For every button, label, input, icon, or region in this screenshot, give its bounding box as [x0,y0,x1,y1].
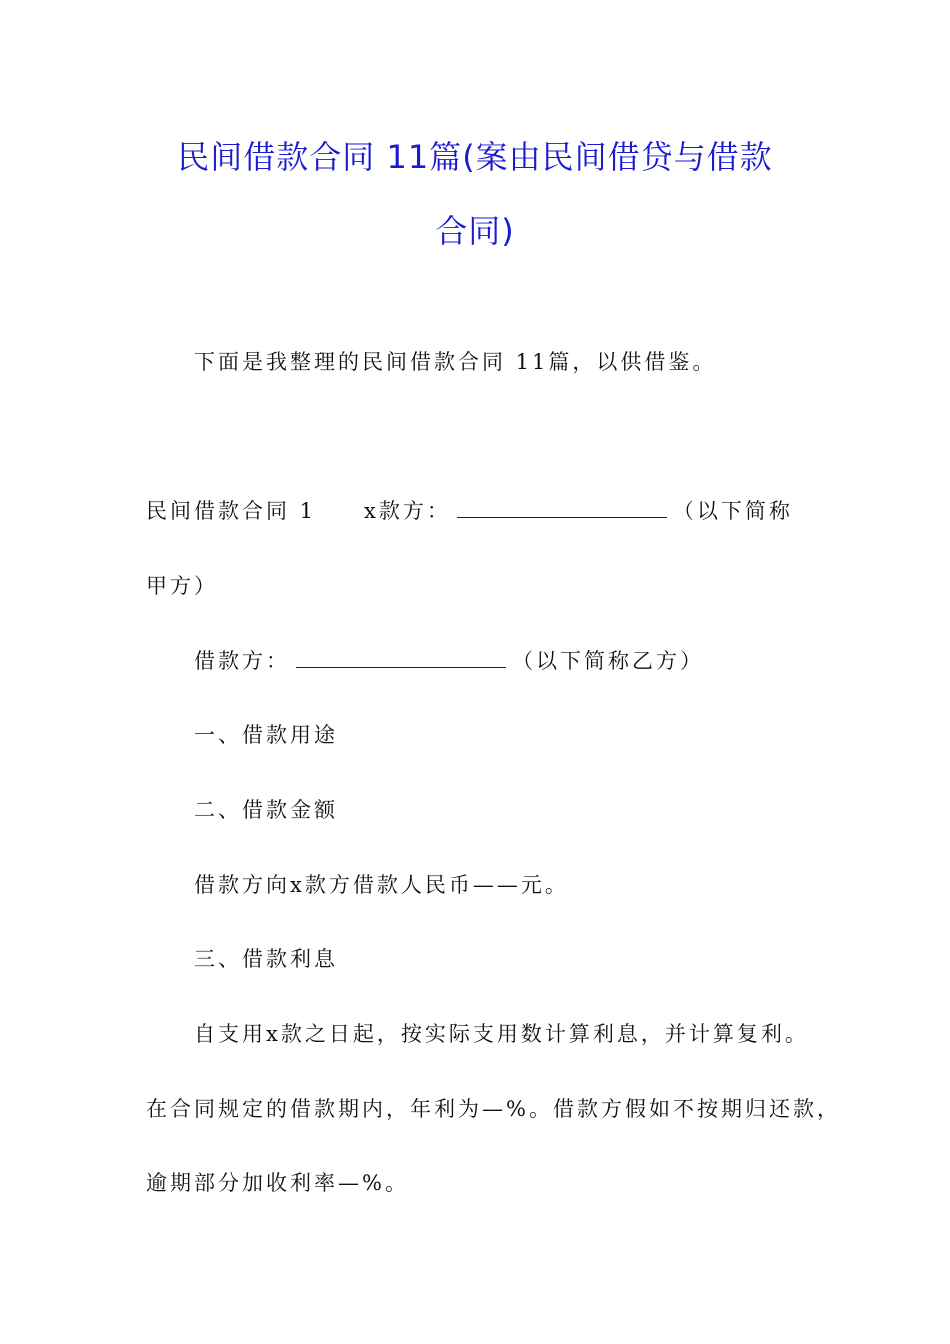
lender-suffix: （以下简称 [672,499,793,523]
interest-paragraph-line-2: 在合同规定的借款期内，年利为—%。借款方假如不按期归还款， [146,1097,841,1121]
borrower-line [194,645,704,675]
borrower-name-blank [296,649,506,668]
lender-name-blank [457,499,667,518]
document-title-line-2: 合同) [435,212,515,250]
lender-suffix-continued: 甲方） [146,574,218,598]
interest-paragraph-line-3: 逾期部分加收利率—%。 [146,1171,409,1195]
interest-paragraph-line-1: 自支用x款之日起，按实际支用数计算利息，并计算复利。 [194,1022,809,1046]
lender-label: x款方： [364,499,451,523]
amount-paragraph: 借款方向x款方借款人民币——元。 [194,873,569,897]
item-loan-amount: 二、借款金额 [194,798,338,822]
lender-line [146,495,793,525]
section-heading: 民间借款合同 1 [146,499,317,523]
intro-paragraph: 下面是我整理的民间借款合同 11篇，以供借鉴。 [194,350,717,374]
borrower-label: 借款方： [194,649,290,673]
borrower-suffix: （以下简称乙方） [512,649,704,673]
item-loan-purpose: 一、借款用途 [194,723,338,747]
item-loan-interest: 三、借款利息 [194,947,338,971]
document-title-line-1: 民间借款合同 11篇(案由民间借贷与借款 [177,138,773,176]
